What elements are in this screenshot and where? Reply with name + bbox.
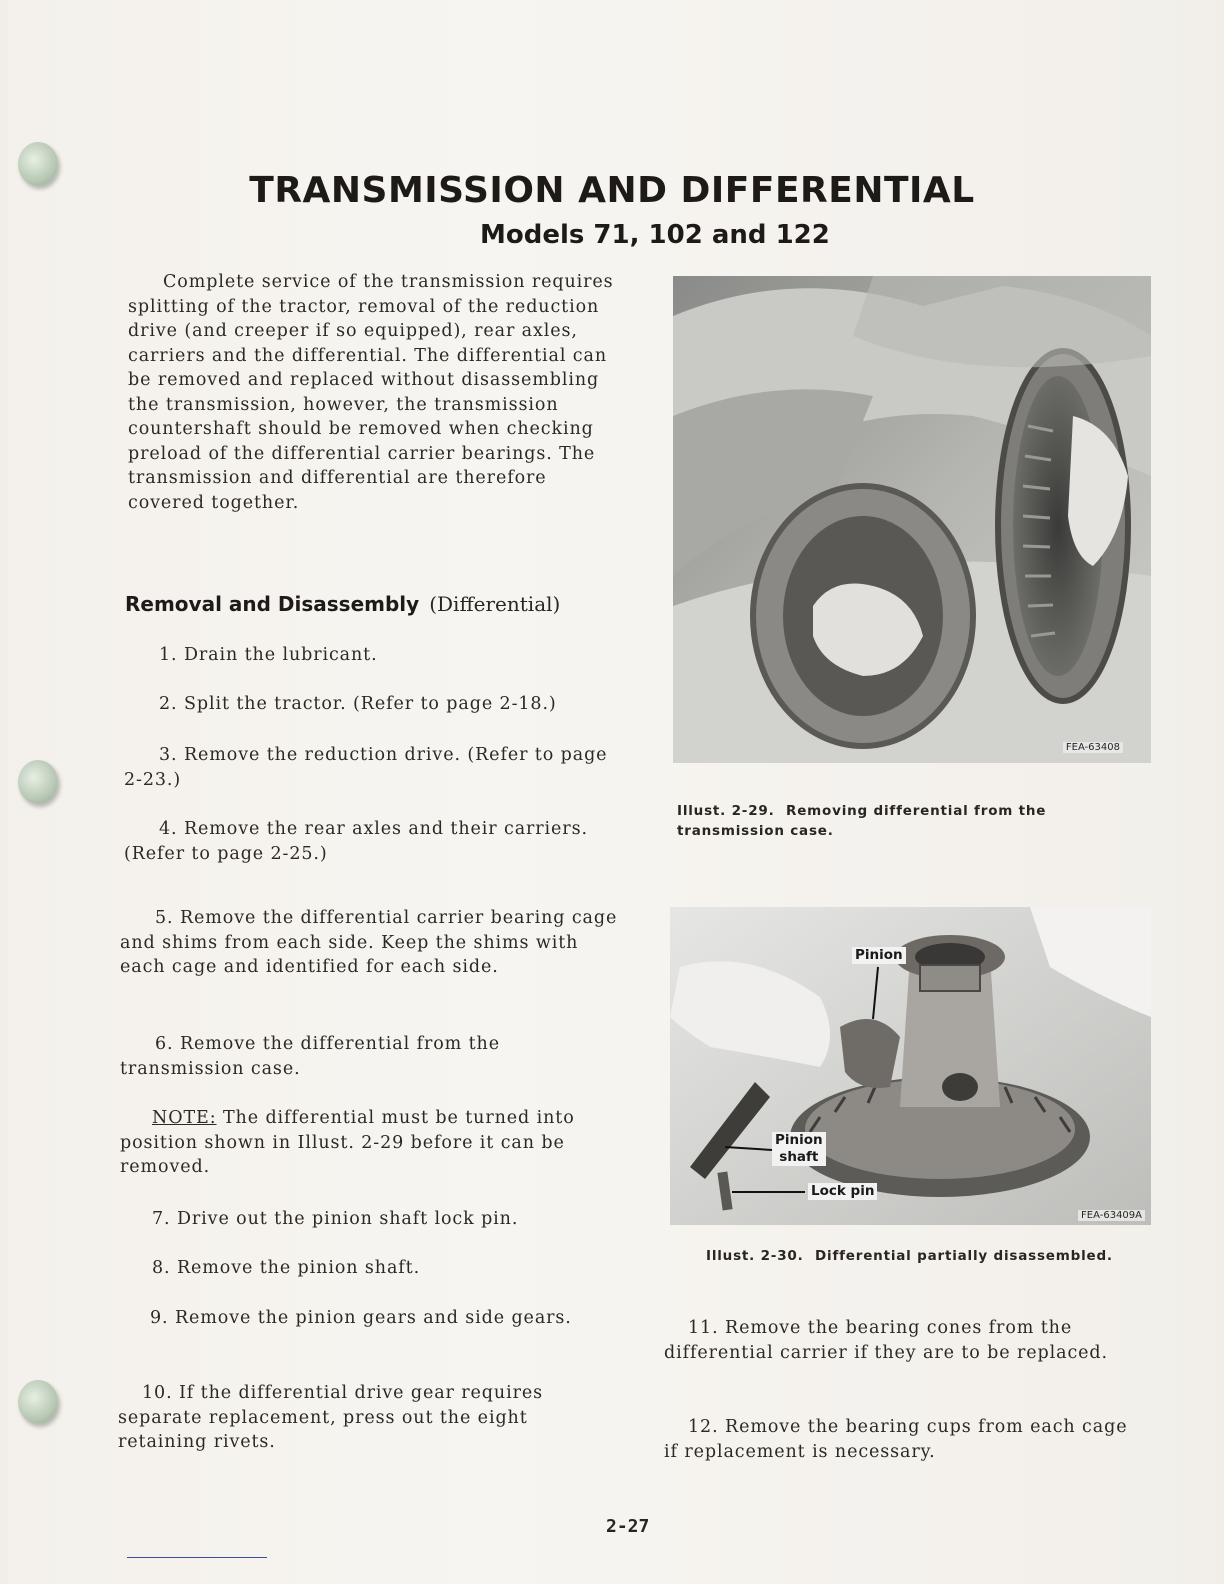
intro-paragraph: Complete service of the transmission requires splitting of the tractor, removal of the reduction drive (and creeper if so equipped), rear axles, carriers and the differential. The differential can be removed and replaced without disassembling the transmission, however, the transmission countershaft should be removed when checking preload of the differential carrier bearings. The transmission and differential are therefore covered together. [128, 272, 614, 513]
figure-1-caption-label: Illust. 2-29. [677, 803, 775, 819]
section-heading-bold: Removal and Disassembly [125, 592, 420, 616]
step-8: 8. Remove the pinion shaft. [152, 1258, 421, 1278]
binder-hole-bottom [18, 1380, 58, 1424]
figure-2-caption [706, 1246, 1146, 1266]
callout-lock-pin: Lock pin [808, 1183, 877, 1200]
figure-2-caption-text: Differential partially disassembled. [815, 1248, 1113, 1264]
section-heading [125, 592, 560, 616]
page-subtitle: Models 71, 102 and 122 [480, 220, 830, 250]
differential-removal-image [673, 276, 1151, 763]
note-paragraph [120, 1106, 610, 1180]
step-1: 1. Drain the lubricant. [159, 645, 378, 665]
step-9: 9. Remove the pinion gears and side gears. [150, 1308, 572, 1328]
callout-pinion-shaft-line-1: Pinion [775, 1132, 823, 1148]
note-label: NOTE: [152, 1108, 217, 1128]
figure-1-id: FEA-63408 [1063, 742, 1123, 753]
figure-1-caption [677, 801, 1147, 841]
step-10: 10. If the differential drive gear requires separate replacement, press out the eight retaining rivets. [118, 1383, 543, 1452]
callout-pinion-shaft [772, 1132, 826, 1166]
step-5: 5. Remove the differential carrier bearing cage and shims from each side. Keep the shims with each cage and identified for each side. [120, 908, 618, 977]
step-4: 4. Remove the rear axles and their carriers. (Refer to page 2-25.) [124, 819, 588, 864]
step-12: 12. Remove the bearing cups from each cage if replacement is necessary. [664, 1417, 1128, 1462]
step-6: 6. Remove the differential from the transmission case. [120, 1034, 500, 1079]
figure-2-caption-label: Illust. 2-30. [706, 1248, 804, 1264]
callout-pinion-shaft-line-2: shaft [779, 1149, 819, 1165]
page-title: TRANSMISSION AND DIFFERENTIAL [249, 170, 975, 211]
figure-1-caption-text: Removing differential from the transmission case. [677, 803, 1047, 839]
section-heading-plain: (Differential) [429, 592, 561, 616]
illustration-2-29-photo [673, 276, 1151, 763]
step-2: 2. Split the tractor. (Refer to page 2-18.) [159, 694, 557, 714]
callout-arrows [670, 907, 1151, 1225]
binder-hole-middle [18, 760, 58, 804]
step-11: 11. Remove the bearing cones from the differential carrier if they are to be replaced. [664, 1318, 1108, 1363]
note-text: The differential must be turned into position shown in Illust. 2-29 before it can be removed. [120, 1108, 575, 1177]
figure-2-id: FEA-63409A [1078, 1210, 1145, 1221]
callout-pinion: Pinion [852, 947, 906, 964]
page-number: 2-27 [606, 1516, 650, 1537]
illustration-2-30-photo [670, 907, 1151, 1225]
bottom-rule [127, 1557, 267, 1558]
step-3: 3. Remove the reduction drive. (Refer to page 2-23.) [124, 745, 608, 790]
step-7: 7. Drive out the pinion shaft lock pin. [152, 1209, 519, 1229]
